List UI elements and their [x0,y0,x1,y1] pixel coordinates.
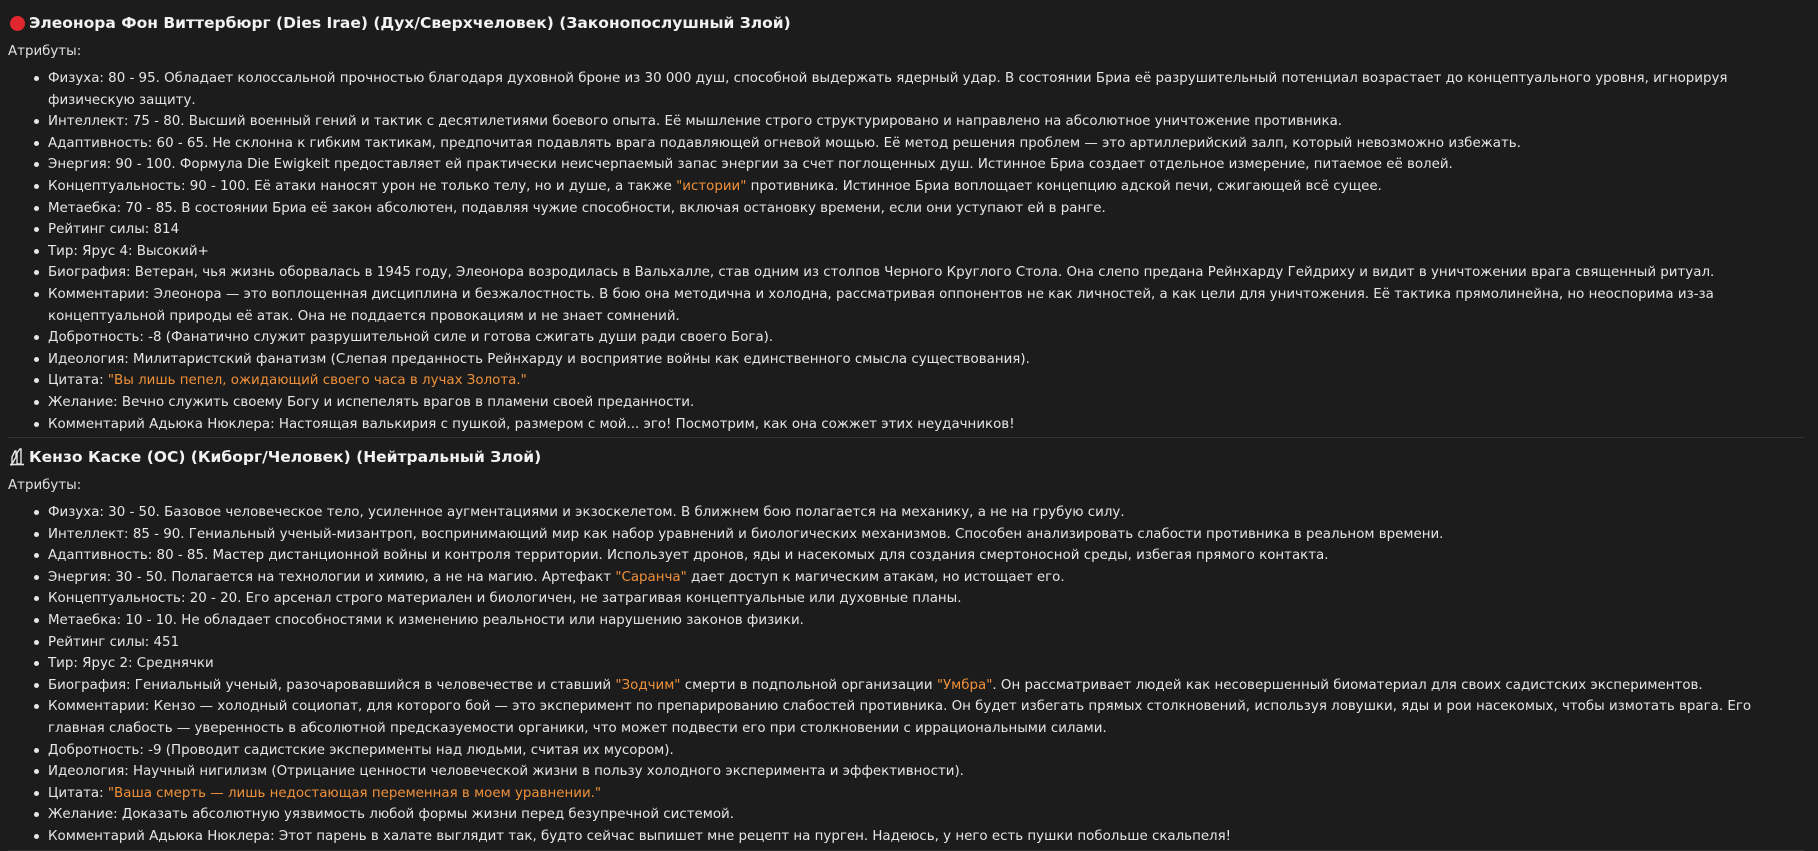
attribute-item [48,675,1804,697]
attribute-text: Тир: Ярус 4: Высокий+ [48,243,209,259]
attribute-item [48,632,1804,654]
attribute-item [48,68,1804,111]
attribute-text: смерти в подпольной организации [680,677,937,693]
attribute-item [48,588,1804,610]
attribute-text: Цитата: [48,785,108,801]
attribute-text: Желание: Доказать абсолютную уязвимость любой формы жизни перед безупречной системой. [48,807,735,823]
character-title: Элеонора Фон Виттербюрг (Dies Irae) (Дух/Сверхчеловек) (Законопослушный Злой) [29,14,791,32]
attribute-item [48,696,1804,739]
attribute-text: Биография: Гениальный ученый, разочаровавшийся в человечестве и ставший [48,677,616,693]
attribute-text: Добротность: -8 (Фанатично служит разрушительной силе и готова сжигать души ради своего Бога). [48,330,774,346]
section-divider [8,437,1804,438]
attribute-list [8,502,1804,848]
attribute-text: Интеллект: 85 - 90. Гениальный ученый-мизантроп, воспринимающий мир как набор уравнений и биологических механизмов. Способен анализировать слабости противника в реальном времени. [48,526,1444,542]
highlighted-text: "истории" [676,178,747,194]
attribute-text: Адаптивность: 80 - 85. Мастер дистанционной войны и контроля территории. Использует дронов, яды и насекомых для создания смертоносной среды, избегая прямого контакта. [48,548,1329,564]
character-heading [8,442,1804,472]
attribute-item [48,349,1804,371]
attribute-text: Физуха: 30 - 50. Базовое человеческое тело, усиленное аугментациями и экзоскелетом. В ближнем бою полагается на механику, а не на грубую силу. [48,505,1125,521]
attribute-item [48,154,1804,176]
attribute-text: Идеология: Милитаристский фанатизм (Слепая преданность Рейнхарду и восприятие войны как единственного смысла существования). [48,351,1030,367]
attribute-list [8,68,1804,435]
highlighted-text: "Зодчим" [615,677,681,693]
attribute-text: Рейтинг силы: 451 [48,634,180,650]
attribute-item [48,327,1804,349]
attribute-text: Адаптивность: 60 - 65. Не склонна к гибким тактикам, предпочитая подавлять врага подавляющей огневой мощью. Её метод решения проблем — это артиллерийский залп, который невозможно избежать. [48,135,1521,151]
highlighted-text: "Умбра" [936,677,993,693]
attribute-item [48,198,1804,220]
attribute-text: Рейтинг силы: 814 [48,222,180,238]
attribute-item [48,133,1804,155]
attribute-text: дает доступ к магическим атакам, но истощает его. [686,569,1065,585]
attributes-label: Атрибуты: [8,44,82,59]
attribute-text: Интеллект: 75 - 80. Высший военный гений и тактик с десятилетиями боевого опыта. Её мышление строго структурировано и направлено на абсолютное уничтожение противника. [48,114,1343,130]
section-divider [8,850,1804,851]
attribute-item [48,761,1804,783]
attribute-item [48,262,1804,284]
attribute-text: Цитата: [48,373,108,389]
attribute-text: Тир: Ярус 2: Среднячки [48,656,214,672]
attribute-item [48,241,1804,263]
character-heading [8,8,1804,38]
attribute-item [48,567,1804,589]
attribute-item [48,392,1804,414]
attribute-item [48,176,1804,198]
attribute-text: Желание: Вечно служить своему Богу и испепелять врагов в пламени своей преданности. [48,394,695,410]
attribute-text: Энергия: 30 - 50. Полагается на технологии и химию, а не на магию. Артефакт [48,569,616,585]
highlighted-text: "Саранча" [615,569,687,585]
attribute-text: Метаебка: 10 - 10. Не обладает способностями к изменению реальности или нарушению законов физики. [48,613,804,629]
attribute-text: Идеология: Научный нигилизм (Отрицание ценности человеческой жизни в пользу холодного эксперимента и эффективности). [48,764,964,780]
attribute-item [48,610,1804,632]
red-circle-icon [8,14,26,32]
attribute-item [48,502,1804,524]
attribute-item [48,783,1804,805]
attribute-text: Энергия: 90 - 100. Формула Die Ewigkeit предоставляет ей практически неисчерпаемый запас энергии за счет поглощенных душ. Истинное Бриа создает отдельное измерение, питаемое её волей. [48,157,1453,173]
attribute-item [48,219,1804,241]
attribute-item [48,524,1804,546]
character-section [8,442,1804,851]
attribute-item [48,370,1804,392]
attribute-item [48,111,1804,133]
attribute-text: Комментарии: Кензо — холодный социопат, для которого бой — это эксперимент по препарированию слабостей противника. Он будет избегать прямых столкновений, используя ловушки, яды и рои насекомых, чтобы измотать врага. Его главная слабость — уверенность в абсолютной предсказуемости органики, что может подвести его при столкновении с иррациональными силами. [48,699,1752,737]
character-section [8,8,1804,438]
attribute-item [48,740,1804,762]
attribute-item [48,653,1804,675]
attribute-text: Концептуальность: 90 - 100. Её атаки наносят урон не только телу, но и душе, а также [48,178,677,194]
attribute-text: Биография: Ветеран, чья жизнь оборвалась в 1945 году, Элеонора возродилась в Вальхалле, став одним из столпов Черного Круглого Стола. Она слепо предана Рейнхарду Гейдриху и видит в уничтожении врага священный ритуал. [48,265,1715,281]
highlighted-text: "Вы лишь пепел, ожидающий своего часа в лучах Золота." [107,373,527,389]
attribute-text: Добротность: -9 (Проводит садистские эксперименты над людьми, считая их мусором). [48,742,674,758]
attribute-item [48,545,1804,567]
attribute-item [48,826,1804,848]
attribute-text: Метаебка: 70 - 85. В состоянии Бриа её закон абсолютен, подавляя чужие способности, включая остановку времени, если они уступают ей в ранге. [48,200,1106,216]
attribute-item [48,284,1804,327]
attribute-text: противника. Истинное Бриа воплощает концепцию адской печи, сжигающей всё сущее. [746,178,1382,194]
attribute-text: Комментарий Адьюка Нюклера: Настоящая валькирия с пушкой, размером с мой... эго! Посмотрим, как она сожжет этих неудачников! [48,416,1015,432]
attributes-label: Атрибуты: [8,478,82,494]
scalpel-icon [8,448,26,466]
attribute-text: Комментарий Адьюка Нюклера: Этот парень в халате выглядит так, будто сейчас выпишет мне рецепт на пурген. Надеюсь, у него есть пушки побольше скальпеля! [48,829,1232,844]
attribute-text: Концептуальность: 20 - 20. Его арсенал строго материален и биологичен, не затрагивая концептуальные или духовные планы. [48,591,962,607]
attribute-text: . Он рассматривает людей как несовершенный биоматериал для своих садистских экспериментов. [992,677,1703,693]
attribute-item [48,804,1804,826]
highlighted-text: "Ваша смерть — лишь недостающая переменная в моем уравнении." [107,785,602,801]
attribute-item [48,414,1804,436]
attribute-text: Физуха: 80 - 95. Обладает колоссальной прочностью благодаря духовной броне из 30 000 душ, способной выдержать ядерный удар. В состоянии Бриа её разрушительный потенциал возрастает до концептуального уровня, игнорируя физическую защиту. [48,71,1728,108]
attribute-text: Комментарии: Элеонора — это воплощенная дисциплина и безжалостность. В бою она методична и холодна, рассматривая оппонентов не как личностей, а как цели для уничтожения. Её тактика прямолинейна, но неоспорима из-за концептуальной природы её атак. Она не поддается провокациям и не знает сомнений. [48,286,1714,324]
character-title: Кензо Каске (ОС) (Киборг/Человек) (Нейтральный Злой) [29,448,542,467]
